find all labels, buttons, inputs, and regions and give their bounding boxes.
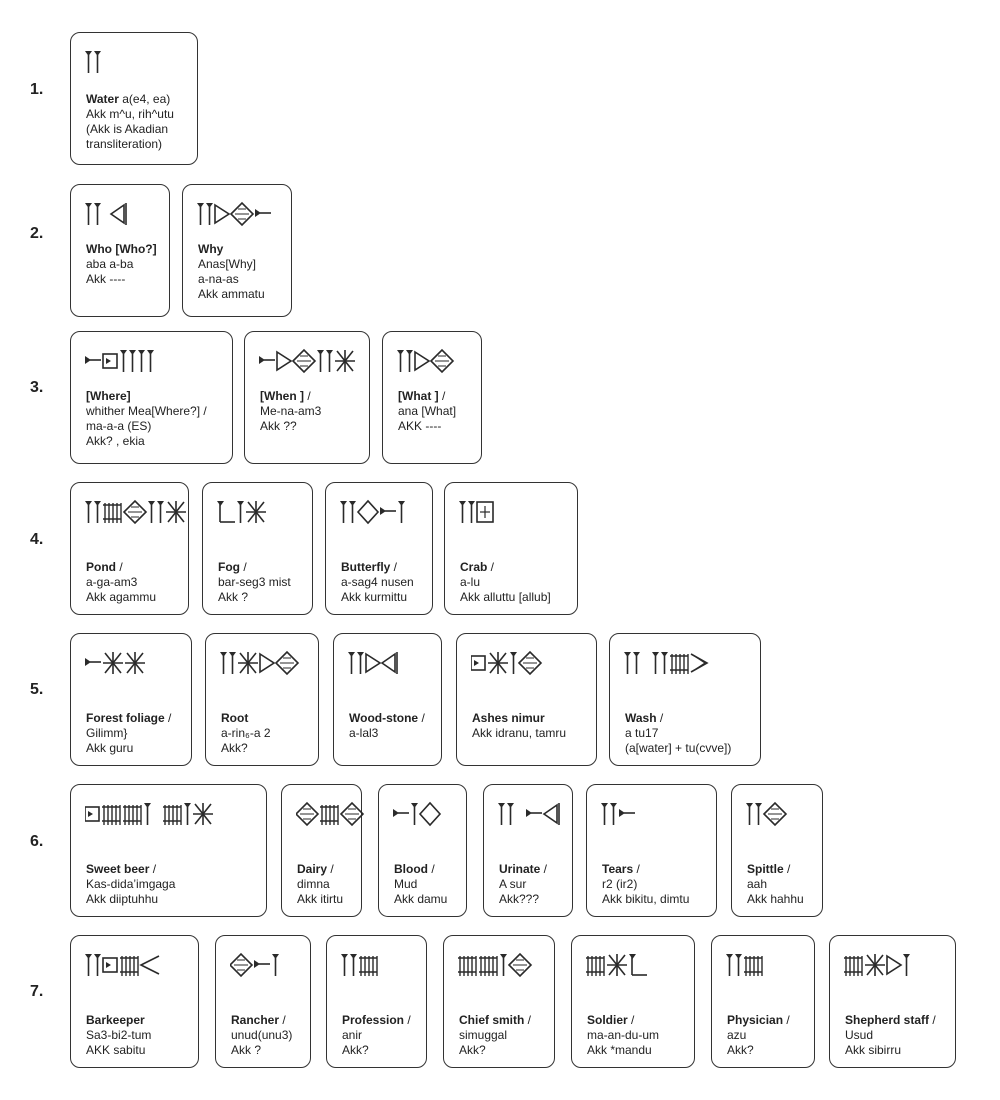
sign-detail-line: Akk?: [459, 1043, 486, 1057]
sign-text: [260, 389, 361, 434]
sign-detail-line: simuggal: [459, 1028, 508, 1042]
sign-title-line: [198, 242, 283, 257]
sign-text: [218, 560, 304, 605]
forest-foliage-cuneiform-icon: [85, 648, 151, 678]
glyph-area: [397, 346, 459, 376]
sign-detail-line: Akk ----: [86, 272, 126, 286]
sign-text: [587, 1013, 686, 1058]
fog-cuneiform-icon: [217, 497, 272, 527]
sign-text: [86, 711, 183, 756]
sign-detail-line: Akk itirtu: [297, 892, 344, 906]
sign-title-suffix: /: [783, 1013, 790, 1027]
sign-title: Blood: [394, 862, 428, 876]
sign-detail-line: (Akk is Akadian: [86, 122, 169, 136]
sign-detail-line: dimna: [297, 877, 330, 891]
sign-detail-line: a-ga-am3: [86, 575, 138, 589]
sign-card-butterfly: [325, 482, 433, 615]
sign-title-suffix: /: [304, 389, 311, 403]
sign-title-suffix: /: [240, 560, 247, 574]
sign-title-suffix: /: [404, 1013, 411, 1027]
sign-card-pond: [70, 482, 189, 615]
glyph-area: [85, 47, 115, 77]
sign-detail-line: Akk?: [727, 1043, 754, 1057]
sign-card-profession: [326, 935, 427, 1068]
sign-title: [Where]: [86, 389, 131, 403]
sign-text: [297, 862, 353, 907]
sign-detail-line: Akk alluttu [allub]: [460, 590, 551, 604]
sign-detail-line: Akk sibirru: [845, 1043, 902, 1057]
sign-title-suffix: /: [279, 1013, 286, 1027]
sign-title-suffix: /: [487, 560, 495, 574]
sign-detail-line: ma-an-du-um: [587, 1028, 660, 1042]
sign-text: [86, 242, 161, 287]
sign-card-sweet-beer: [70, 784, 267, 917]
sign-detail-line: Kas-dida’imgaga: [86, 877, 176, 891]
pond-cuneiform-icon: [85, 497, 192, 527]
sign-title-suffix: /: [418, 711, 425, 725]
urinate-cuneiform-icon: [498, 799, 566, 829]
sign-title-line: [86, 389, 224, 404]
glyph-area: [459, 497, 500, 527]
glyph-area: [341, 950, 384, 980]
sign-detail-line: Akk idranu, tamru: [472, 726, 567, 740]
sign-title-line: [86, 862, 258, 877]
crab-cuneiform-icon: [459, 497, 500, 527]
sign-detail-line: Akk ?: [231, 1043, 262, 1057]
sign-detail-line: a-rin₆-a 2: [221, 726, 271, 740]
sign-text: [459, 1013, 546, 1058]
sign-title: Who [Who?]: [86, 242, 157, 256]
sign-title: Ashes nimur: [472, 711, 545, 725]
glyph-area: [85, 346, 160, 376]
sign-title: Wash: [625, 711, 657, 725]
row-number: 6.: [30, 833, 44, 850]
sign-title-line: [231, 1013, 302, 1028]
sign-detail-line: a-na-as: [198, 272, 239, 286]
spittle-cuneiform-icon: [746, 799, 792, 829]
glyph-area: [296, 799, 369, 829]
sign-text: [460, 560, 569, 605]
sign-title: Shepherd staff: [845, 1013, 930, 1027]
sign-title: Wood-stone: [349, 711, 419, 725]
sign-title-line: [499, 862, 564, 877]
shepherd-staff-cuneiform-icon: [844, 950, 916, 980]
sign-title-suffix: a(e4, ea): [118, 92, 171, 106]
sign-detail-line: Akk agammu: [86, 590, 157, 604]
row-number: 3.: [30, 379, 44, 396]
glyph-area: [85, 497, 192, 527]
water-cuneiform-icon: [85, 47, 115, 77]
tears-cuneiform-icon: [601, 799, 641, 829]
sign-detail-line: Anas[Why]: [198, 257, 257, 271]
sign-title-line: [218, 560, 304, 575]
sign-title-suffix: /: [524, 1013, 532, 1027]
sign-title-suffix: /: [438, 389, 446, 403]
sign-text: [747, 862, 814, 907]
sign-detail-line: whither Mea[Where?] /: [86, 404, 207, 418]
sign-card-fog: [202, 482, 313, 615]
sign-title-line: [86, 92, 189, 107]
glyph-area: [85, 799, 219, 829]
sign-title: Sweet beer: [86, 862, 150, 876]
glyph-area: [844, 950, 916, 980]
when-cuneiform-icon: [259, 346, 361, 376]
sign-text: [86, 389, 224, 449]
sign-title-suffix: /: [633, 862, 640, 876]
sign-title-line: [260, 389, 361, 404]
sign-title-suffix: /: [390, 560, 398, 574]
sign-text: [625, 711, 752, 756]
glyph-area: [348, 648, 404, 678]
sign-title-suffix: /: [164, 711, 172, 725]
glyph-area: [726, 950, 769, 980]
sign-detail-line: a tu17: [625, 726, 659, 740]
sign-text: [86, 862, 258, 907]
sign-title-suffix: /: [627, 1013, 635, 1027]
sign-detail-line: AKK ----: [398, 419, 442, 433]
sign-detail-line: Akk ammatu: [198, 287, 265, 301]
sign-text: [198, 242, 283, 302]
physician-cuneiform-icon: [726, 950, 769, 980]
sign-detail-line: A sur: [499, 877, 527, 891]
sign-title: Water: [86, 92, 119, 106]
sign-detail-line: Akk bikitu, dimtu: [602, 892, 690, 906]
sign-card-spittle: [731, 784, 823, 917]
glyph-area: [220, 648, 304, 678]
sign-detail-line: Akk ??: [260, 419, 297, 433]
sign-text: [341, 560, 424, 605]
sign-detail-line: bar-seg3 mist: [218, 575, 291, 589]
sign-title-suffix: /: [116, 560, 123, 574]
sign-title: Barkeeper: [86, 1013, 145, 1027]
glyph-area: [217, 497, 272, 527]
sign-card-dairy: [281, 784, 362, 917]
sign-card-rancher: [215, 935, 311, 1068]
sign-text: [398, 389, 473, 434]
sign-title: Root: [221, 711, 249, 725]
sign-title-line: [602, 862, 708, 877]
glyph-area: [624, 648, 713, 678]
glyph-area: [471, 648, 547, 678]
sign-detail-line: Akk?: [221, 741, 248, 755]
sign-text: [499, 862, 564, 907]
barkeeper-cuneiform-icon: [85, 950, 165, 980]
sign-text: [342, 1013, 418, 1058]
sign-title-line: [349, 711, 433, 726]
sign-card-crab: [444, 482, 578, 615]
sign-detail-line: Akk???: [499, 892, 540, 906]
sign-title-suffix: /: [149, 862, 157, 876]
sign-title-line: [845, 1013, 947, 1028]
sign-text: [394, 862, 458, 907]
sign-title-line: [86, 560, 180, 575]
sign-title-line: [86, 1013, 190, 1028]
sign-card-root: [205, 633, 319, 766]
butterfly-cuneiform-icon: [340, 497, 411, 527]
sign-detail-line: Akk ?: [218, 590, 249, 604]
sign-title: Forest foliage: [86, 711, 165, 725]
sign-card-wash: [609, 633, 761, 766]
sign-text: [349, 711, 433, 741]
row-number: 2.: [30, 225, 44, 242]
sign-title-suffix: /: [656, 711, 664, 725]
glyph-area: [601, 799, 641, 829]
why-cuneiform-icon: [197, 199, 277, 229]
sign-card-shepherd-staff: [829, 935, 956, 1068]
sign-title: Fog: [218, 560, 240, 574]
sign-text: [86, 92, 189, 152]
sign-card-blood: [378, 784, 467, 917]
sign-title-line: [625, 711, 752, 726]
sign-detail-line: a-lu: [460, 575, 481, 589]
sign-detail-line: Akk *mandu: [587, 1043, 652, 1057]
sign-card-barkeeper: [70, 935, 199, 1068]
sign-card-ashes: [456, 633, 597, 766]
sign-title-suffix: /: [540, 862, 548, 876]
sign-detail-line: Usud: [845, 1028, 874, 1042]
row-number: 5.: [30, 681, 44, 698]
sign-title: Tears: [602, 862, 634, 876]
sign-title: Why: [198, 242, 224, 256]
glyph-area: [85, 648, 151, 678]
sign-title-line: [727, 1013, 806, 1028]
profession-cuneiform-icon: [341, 950, 384, 980]
sign-title-line: [297, 862, 353, 877]
sign-title-line: [587, 1013, 686, 1028]
sign-card-water: [70, 32, 198, 165]
sign-text: [602, 862, 708, 907]
sign-title: Soldier: [587, 1013, 628, 1027]
sign-detail-line: Akk diiptuhhu: [86, 892, 159, 906]
sign-detail-line: azu: [727, 1028, 747, 1042]
sign-card-tears: [586, 784, 717, 917]
sign-text: [727, 1013, 806, 1058]
sign-detail-line: unud(unu3): [231, 1028, 293, 1042]
sign-title-line: [394, 862, 458, 877]
sign-title: Chief smith: [459, 1013, 525, 1027]
glyph-area: [393, 799, 446, 829]
sign-card-wood-stone: [333, 633, 442, 766]
sign-detail-line: Akk? , ekia: [86, 434, 145, 448]
sign-title-suffix: /: [929, 1013, 936, 1027]
sign-title: Rancher: [231, 1013, 280, 1027]
sign-title-suffix: /: [783, 862, 791, 876]
sign-text: [472, 711, 588, 741]
sign-detail-line: AKK sabitu: [86, 1043, 146, 1057]
sign-detail-line: Akk guru: [86, 741, 134, 755]
sweet-beer-cuneiform-icon: [85, 799, 219, 829]
sign-title-line: [460, 560, 569, 575]
sign-detail-line: a-sag4 nusen: [341, 575, 414, 589]
sign-card-who: [70, 184, 170, 317]
sign-text: [231, 1013, 302, 1058]
sign-detail-line: a-lal3: [349, 726, 379, 740]
sign-title-line: [221, 711, 310, 726]
chief-smith-cuneiform-icon: [458, 950, 537, 980]
glyph-area: [197, 199, 277, 229]
sign-card-physician: [711, 935, 815, 1068]
soldier-cuneiform-icon: [586, 950, 653, 980]
sign-title-suffix: /: [327, 862, 334, 876]
sign-title-suffix: /: [428, 862, 435, 876]
sign-title-line: [472, 711, 588, 726]
glyph-area: [85, 199, 133, 229]
row-number: 1.: [30, 81, 44, 98]
sign-title: Profession: [342, 1013, 405, 1027]
sign-title: Crab: [460, 560, 488, 574]
sign-title: Butterfly: [341, 560, 391, 574]
row-number: 7.: [30, 983, 44, 1000]
sign-text: [86, 560, 180, 605]
sign-title: Dairy: [297, 862, 328, 876]
sign-card-where: [70, 331, 233, 464]
sign-detail-line: Me-na-am3: [260, 404, 322, 418]
sign-detail-line: Akk damu: [394, 892, 448, 906]
glyph-area: [498, 799, 566, 829]
sign-title: [When ]: [260, 389, 304, 403]
glyph-area: [746, 799, 792, 829]
what-cuneiform-icon: [397, 346, 459, 376]
sign-detail-line: Gilimm}: [86, 726, 128, 740]
blood-cuneiform-icon: [393, 799, 446, 829]
sign-title-line: [342, 1013, 418, 1028]
row-number: 4.: [30, 531, 44, 548]
sign-card-soldier: [571, 935, 695, 1068]
root-cuneiform-icon: [220, 648, 304, 678]
glyph-area: [340, 497, 411, 527]
sign-card-when: [244, 331, 370, 464]
ashes-cuneiform-icon: [471, 648, 547, 678]
sign-detail-line: ana [What]: [398, 404, 457, 418]
sign-card-urinate: [483, 784, 573, 917]
sign-detail-line: Akk hahhu: [747, 892, 804, 906]
sign-title-line: [341, 560, 424, 575]
sign-text: [845, 1013, 947, 1058]
sign-title-line: [747, 862, 814, 877]
sign-card-forest-foliage: [70, 633, 192, 766]
who-cuneiform-icon: [85, 199, 133, 229]
sign-title-line: [398, 389, 473, 404]
sign-detail-line: Sa3-bi2-tum: [86, 1028, 152, 1042]
rancher-cuneiform-icon: [230, 950, 285, 980]
sign-detail-line: aba a-ba: [86, 257, 134, 271]
sign-title-line: [459, 1013, 546, 1028]
sign-detail-line: Mud: [394, 877, 418, 891]
sign-text: [221, 711, 310, 756]
sign-title-line: [86, 711, 183, 726]
glyph-area: [259, 346, 361, 376]
sign-detail-line: Akk?: [342, 1043, 369, 1057]
sign-title: [What ]: [398, 389, 439, 403]
glyph-area: [85, 950, 165, 980]
sign-detail-line: Akk m^u, rih^utu: [86, 107, 174, 121]
wash-cuneiform-icon: [624, 648, 713, 678]
sign-detail-line: r2 (ir2): [602, 877, 638, 891]
sign-title: Urinate: [499, 862, 541, 876]
sign-detail-line: Akk kurmittu: [341, 590, 408, 604]
glyph-area: [458, 950, 537, 980]
sign-detail-line: transliteration): [86, 137, 163, 151]
wood-stone-cuneiform-icon: [348, 648, 404, 678]
glyph-area: [586, 950, 653, 980]
glyph-area: [230, 950, 285, 980]
sign-card-chief-smith: [443, 935, 555, 1068]
sign-card-why: [182, 184, 292, 317]
sign-detail-line: ma-a-a (ES): [86, 419, 152, 433]
sign-title: Physician: [727, 1013, 784, 1027]
sign-title: Spittle: [747, 862, 784, 876]
sign-detail-line: anir: [342, 1028, 363, 1042]
sign-detail-line: (a[water] + tu(cvve]): [625, 741, 732, 755]
sign-title: Pond: [86, 560, 116, 574]
dairy-cuneiform-icon: [296, 799, 369, 829]
sign-text: [86, 1013, 190, 1058]
sign-title-line: [86, 242, 161, 257]
sign-detail-line: aah: [747, 877, 768, 891]
where-cuneiform-icon: [85, 346, 160, 376]
sign-card-what: [382, 331, 482, 464]
